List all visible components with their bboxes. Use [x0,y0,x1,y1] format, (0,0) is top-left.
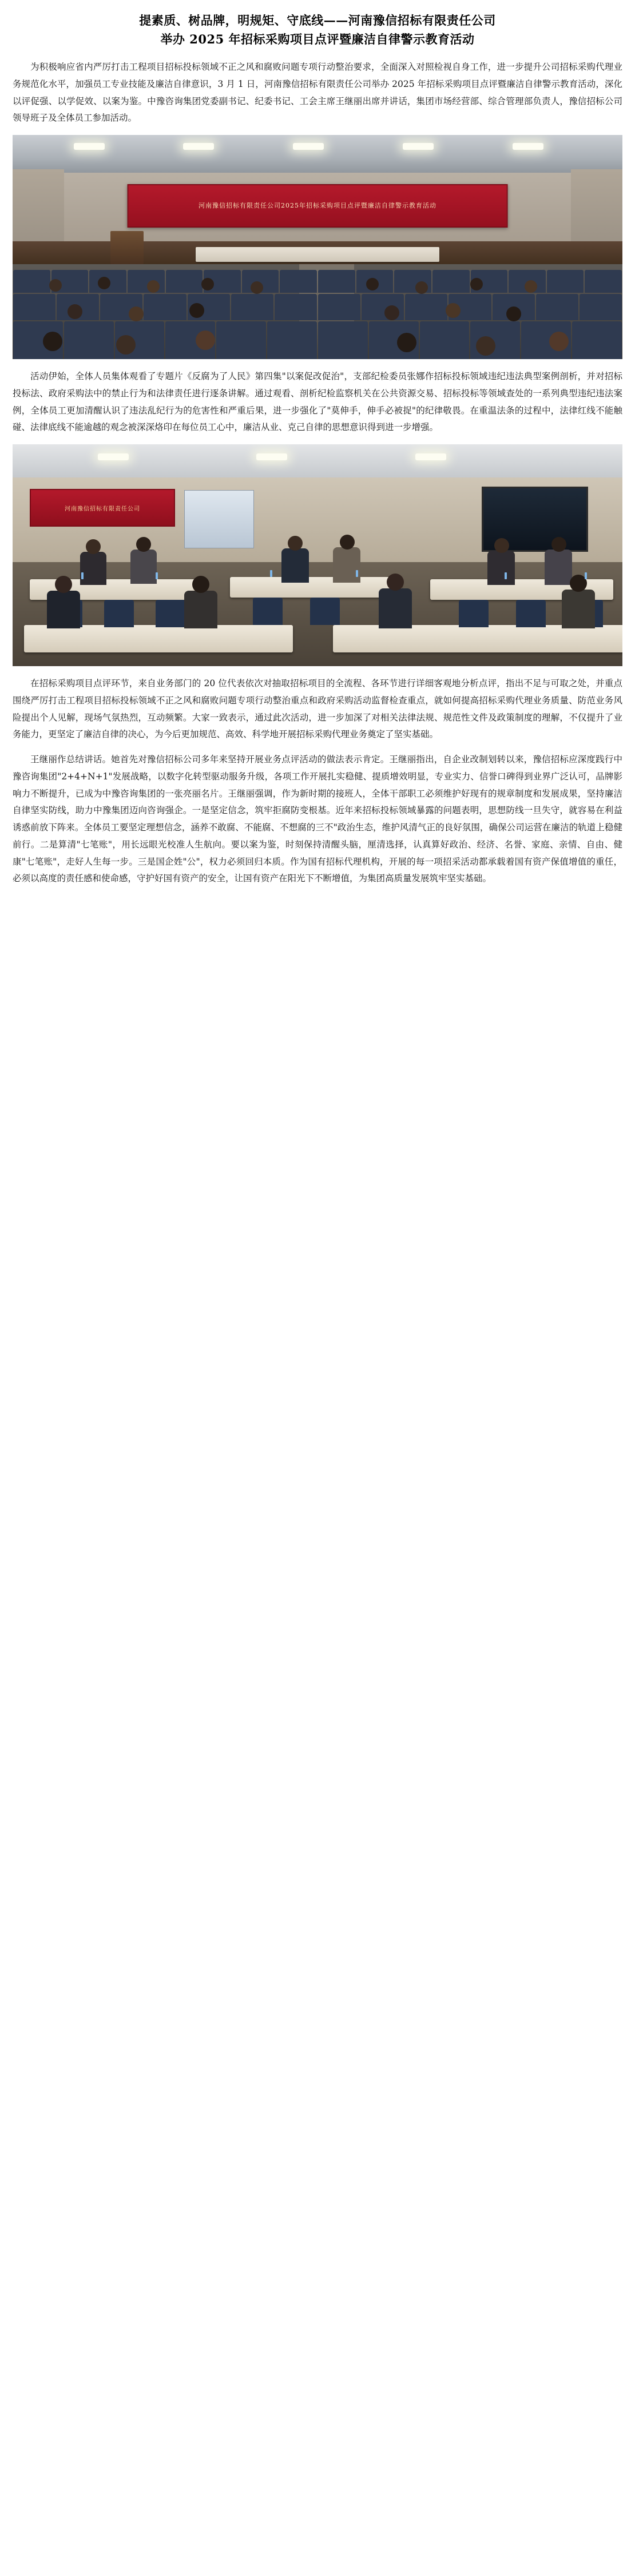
conference-table [333,625,622,652]
attendee-head [196,331,215,350]
attendee [562,590,595,628]
ceiling-lamp [513,143,543,150]
attendee [333,547,360,583]
ceiling-lamp [415,453,446,460]
water-bottle [356,570,358,577]
water-bottle [270,570,272,577]
attendee-head [251,281,263,294]
ceiling [13,135,622,175]
attendee-head [340,535,355,550]
page-title-line-1: 提素质、树品牌，明规矩、守底线——河南豫信招标有限责任公司 [139,13,496,27]
attendee-head [470,278,483,290]
ceiling-lamp [98,453,129,460]
seminar-room-photo [13,444,622,666]
conference-table [230,577,402,598]
attendee-head [551,537,566,552]
chair [310,598,340,625]
attendee-head [387,574,404,591]
ceiling-lamp [256,453,287,460]
attendee [281,548,309,583]
page-title [13,11,622,49]
chair [156,600,185,627]
article-page [0,0,635,913]
water-bottle [156,572,158,579]
attendee-head [476,336,495,356]
attendee [184,591,217,628]
water-bottle [585,572,587,579]
chair [459,600,489,627]
attendee [487,551,515,585]
water-bottle [505,572,507,579]
conference-hall-photo [13,135,622,359]
ceiling-lamp [183,143,214,150]
conference-table [24,625,293,652]
paragraph-3: 在招标采购项目点评环节，来自业务部门的 20 位代表依次对抽取招标项目的全流程、各环节进行详细客观地分析点评，指出不足与可取之处，并重点围绕严厉打击工程项目招标投标领域不正之风和腐败问题专项行动整治重点和政府采购活动监督检查重点，就如何提高招标采购代理业务质量、防范业务风险提出个人见解，现场气氛热烈，互动频繁。大家一致表示，通过此次活动，进一步加深了对相关法律法规、规范性文件及政策制度的理解，不仅提升了业务能力，更坚定了廉洁自律的决心，为今后更加规范、高效、科学地开展招标采购代理业务奠定了坚实基础。 [13,678,622,740]
attendee-head [68,304,82,319]
figure-seminar-room [13,444,622,666]
attendee-head [415,281,428,294]
attendee-head [288,536,303,551]
attendee [545,550,572,585]
chair [104,600,134,627]
chair [516,600,546,627]
paragraph-2: 活动伊始，全体人员集体观看了专题片《反腐为了人民》第四集"以案促改促治"，支部纪检委员张娜作招标投标领域违纪违法典型案例剖析，并对招标投标法、政府采购法中的禁止行为和法律责任进行逐条讲解。通过观看、剖析纪检监察机关在公共资源交易、招标投标等领域查处的一系列典型违纪违法案例，全体员工更加清醒认识了违法乱纪行为的危害性和严重后果，进一步强化了"莫伸手，伸手必被捉"的纪律敬畏。在重温法条的过程中，法律红线不能触碰、法律底线不能逾越的观念被深深烙印在每位员工心中，廉洁从业、克己自律的思想意识得到进一步增强。 [13,371,622,433]
ceiling-lamp [74,143,105,150]
attendee-head [86,539,101,554]
attendee-head [136,537,151,552]
podium [110,231,144,264]
attendee-head [129,306,144,321]
stage-banner-text: 河南豫信招标有限责任公司2025年招标采购项目点评暨廉洁自律警示教育活动 [199,201,436,209]
attendee [80,552,106,585]
ceiling-lamp [293,143,324,150]
attendee [379,588,412,628]
chair [253,598,283,625]
attendee [130,550,157,584]
attendee-head [192,576,209,593]
window [184,490,254,548]
stage-banner [128,184,508,228]
attendee-head [147,280,160,293]
attendee-head [55,576,72,593]
water-bottle [81,572,84,579]
audience-row [13,294,622,320]
attendee-head [397,333,416,352]
wall-banner-text: 河南豫信招标有限责任公司 [65,505,140,512]
paragraph-1: 为积极响应省内严厉打击工程项目招标投标领域不正之风和腐败问题专项行动整治要求，全面深入对照检视自身工作，进一步提升公司招标采购代理业务规范化水平，加强员工专业技能及廉洁自律意识，3 月 1 日，河南豫信招标有限责任公司举办 2025 年招标采购项目点评暨廉洁自律警示教育活动，深化以评促强、以学促效、以案为鉴。中豫咨询集团党委副书记、纪委书记、工会主席王继丽出席并讲话，集团市场经营部、综合管理部负责人，豫信招标公司领导班子及全体员工参加活动。 [13,62,622,124]
attendee-head [494,538,509,553]
ceiling [13,444,622,480]
attendee-head [446,303,461,318]
audience-row [13,321,622,359]
attendee [47,591,80,628]
wall-banner [30,489,175,527]
page-title-line-2: 举办 2025 年招标采购项目点评暨廉洁自律警示教育活动 [160,31,475,46]
paragraph-4: 王继丽作总结讲话。她首先对豫信招标公司多年来坚持开展业务点评活动的做法表示肯定。王继丽指出，自企业改制划转以来，豫信招标应深度践行中豫咨询集团"2+4+N+1"发展战略，以数字化转型驱动服务升级，各项工作开展扎实稳健、提质增效明显，专业实力、信誉口碑得到业界广泛认可，品牌影响力不断提升，已成为中豫咨询集团的一张亮丽名片。王继丽强调，作为新时期的接班人，全体干部职工必须维护好现有的规章制度和发展成果，坚持廉洁自律坚实防线，助力中豫集团迈向咨询强企。一是坚定信念，筑牢拒腐防变根基。近年来招标投标领域暴露的问题表明，思想防线一旦失守，就容易在利益诱惑前放下阵来。全体员工要坚定理想信念，涵养不敢腐、不能腐、不想腐的三不"政治生态，维护风清气正的良好氛围，确保公司运营在廉洁的轨道上稳健前行。二是算清"七笔账"，用长远眼光校准人生航向。要以案为鉴，时刻保持清醒头脑，厘清选择，认真算好政治、经济、名誉、家庭、亲情、自由、健康"七笔账"，走好人生每一步。三是国企姓"公"，权力必须回归本质。作为国有招标代理机构，开展的每一项招采活动都承载着国有资产保值增值的重任，必须以高度的责任感和使命感，守护好国有资产的安全，让国有资产在阳光下不断增值，为集团高质量发展筑牢坚实基础。 [13,754,622,884]
attendee-head [49,279,62,292]
attendee-head [549,332,569,351]
head-table [196,247,439,262]
figure-conference-hall [13,135,622,359]
ceiling-lamp [403,143,434,150]
